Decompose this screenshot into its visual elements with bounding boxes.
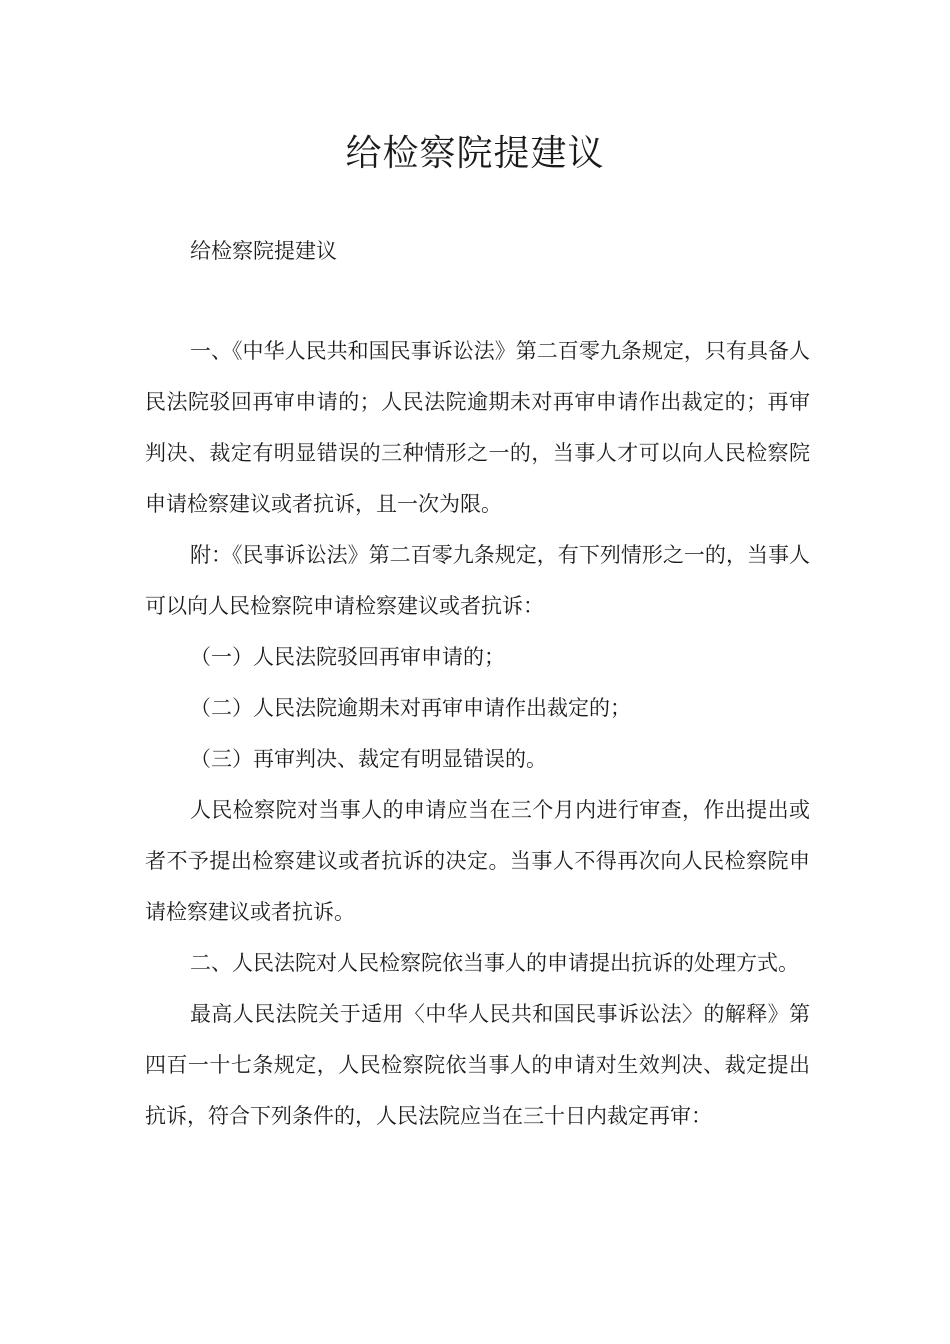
paragraph-4: （二）人民法院逾期未对再审申请作出裁定的； <box>190 696 631 720</box>
document-body <box>145 326 810 1142</box>
paragraph-1: 一、《中华人民共和国民事诉讼法》第二百零九条规定，只有具备人民法院驳回再审申请的；人民法院逾期未对再审申请作出裁定的；再审判决、裁定有明显错误的三种情形之一的，当事人才可以向人民检察院申请检察建议或者抗诉，且一次为限。 <box>145 339 810 516</box>
paragraph-2: 附：《民事诉讼法》第二百零九条规定，有下列情形之一的，当事人可以向人民检察院申请检察建议或者抗诉： <box>145 543 810 618</box>
paragraph-8: 最高人民法院关于适用〈中华人民共和国民事诉讼法〉的解释》第四百一十七条规定，人民检察院依当事人的申请对生效判决、裁定提出抗诉，符合下列条件的，人民法院应当在三十日内裁定再审： <box>145 1002 810 1128</box>
paragraph-7: 二、人民法院对人民检察院依当事人的申请提出抗诉的处理方式。 <box>190 951 799 975</box>
paragraph-3: （一）人民法院驳回再审申请的； <box>190 645 505 669</box>
document-title: 给检察院提建议 <box>345 133 605 174</box>
document-subtitle: 给检察院提建议 <box>190 239 337 263</box>
paragraph-6: 人民检察院对当事人的申请应当在三个月内进行审查，作出提出或者不予提出检察建议或者抗诉的决定。当事人不得再次向人民检察院申请检察建议或者抗诉。 <box>145 798 810 924</box>
paragraph-5: （三）再审判决、裁定有明显错误的。 <box>190 747 547 771</box>
